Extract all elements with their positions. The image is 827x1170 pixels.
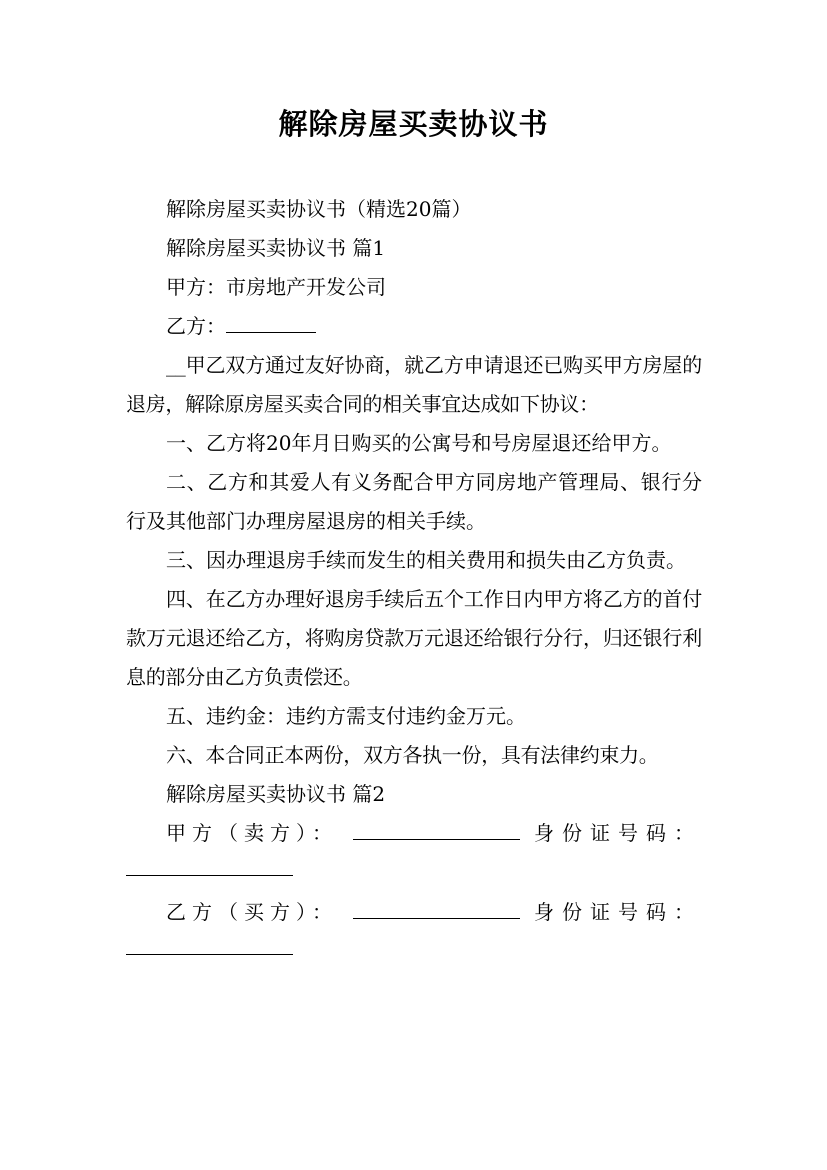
party-a-id-label: 身份证号码： [534,821,702,845]
party-b-blank [226,310,316,333]
paragraph-party-b [126,307,702,346]
document-body [126,190,702,972]
paragraph-clause-1: 一、乙方将20年月日购买的公寓号和号房屋退还给甲方。 [166,431,672,455]
paragraph-intro: __甲乙双方通过友好协商，就乙方申请退还已购买甲方房屋的退房，解除原房屋买卖合同的相关事宜达成如下协议： [126,353,702,416]
paragraph-section-1-heading: 解除房屋买卖协议书 篇1 [166,236,386,260]
paragraph-clause-5: 五、违约金：违约方需支付违约金万元。 [166,704,526,728]
party-b-id-label: 身份证号码： [534,900,702,924]
paragraph-clause-6: 六、本合同正本两份，双方各执一份，具有法律约束力。 [166,743,659,767]
document-title: 解除房屋买卖协议书 [278,107,549,141]
paragraph-party-a: 甲方：市房地产开发公司 [166,275,386,299]
party-b-id-blank [126,932,293,955]
paragraph-clause-2: 二、乙方和其爱人有义务配合甲方同房地产管理局、银行分行及其他部门办理房屋退房的相关手续。 [126,470,702,533]
paragraph-clause-4: 四、在乙方办理好退房手续后五个工作日内甲方将乙方的首付款万元退还给乙方，将购房贷款万元退还给银行分行，归还银行利息的部分由乙方负责偿还。 [126,587,702,689]
paragraph-subtitle: 解除房屋买卖协议书（精选20篇） [166,197,472,221]
party-a-id-blank [126,853,293,876]
paragraph-clause-3: 三、因办理退房手续而发生的相关费用和损失由乙方负责。 [166,548,686,572]
party-b-buyer-label: 乙方（买方）： [166,900,338,924]
party-b-buyer-blank [353,896,520,919]
party-a-seller-blank [353,817,520,840]
party-b-buyer-line [126,893,702,932]
party-a-seller-line [126,814,702,853]
party-b-label: 乙方： [166,314,226,338]
party-a-seller-label: 甲方（卖方）： [166,821,338,845]
paragraph-section-2-heading: 解除房屋买卖协议书 篇2 [166,782,386,806]
